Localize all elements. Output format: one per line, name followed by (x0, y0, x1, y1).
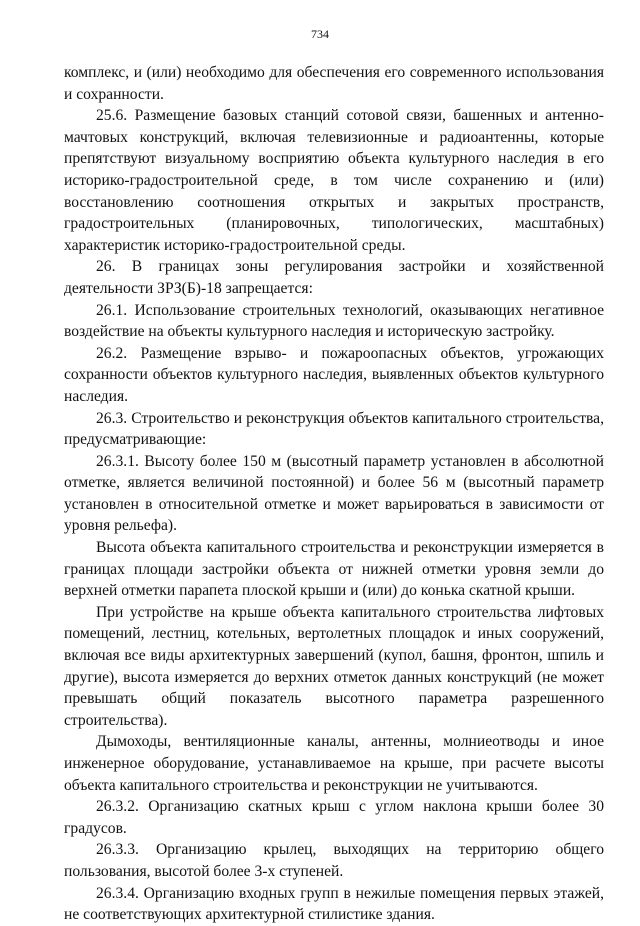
paragraph-26: 26. В границах зоны регулирования застройки и хозяйственной деятельности ЗРЗ(Б)-18 запрещается: (64, 258, 604, 297)
paragraph-26-3-4: 26.3.4. Организацию входных групп в нежилые помещения первых этажей, не соответствующих архитектурной стилистике здания. (64, 884, 604, 924)
paragraph-26-2: 26.2. Размещение взрыво- и пожароопасных объектов, угрожающих сохранности объектов культурного наследия, выявленных объектов культурного наследия. (64, 344, 604, 405)
paragraph-26-3-1: 26.3.1. Высоту более 150 м (высотный параметр установлен в абсолютной отметке, является величиной постоянной) и более 56 м (высотный параметр установлен в относительной отметке и может варьироваться в зависимости от уровня рельефа). (64, 452, 604, 535)
paragraph-26-3-2: 26.3.2. Организацию скатных крыш с углом наклона крыши более 30 градусов. (64, 798, 604, 837)
paragraph-engineering-equipment: Дымоходы, вентиляционные каналы, антенны, молниеотводы и иное инженерное оборудование, устанавливаемое на крыше, при расчете высоты объекта капитального строительства и реконструкции не учитываются. (64, 733, 604, 794)
paragraph-26-3: 26.3. Строительство и реконструкция объектов капитального строительства, предусматривающие: (64, 409, 604, 449)
paragraph-26-3-3: 26.3.3. Организацию крылец, выходящих на территорию общего пользования, высотой более 3-х ступеней. (64, 841, 604, 880)
paragraph-25-6: 25.6. Размещение базовых станций сотовой связи, башенных и антенно-мачтовых конструкций, включая телевизионные и радиоантенны, которые препятствуют визуальному восприятию объекта культурного наследия в его историко-градостроительной среде, в том числе сохранению и (или) восстановлению соотношения открытых и закрытых пространств, градостроительных (планировочных, типологических, масштабных) характеристик историко-градостроительной среды. (64, 107, 604, 254)
paragraph-height-measurement: Высота объекта капитального строительства и реконструкции измеряется в границах площади застройки объекта от нижней отметки уровня земли до верхней отметки парапета плоской крыши и (или) до конька скатной крыши. (64, 539, 604, 600)
document-body (64, 62, 604, 926)
paragraph-26-1: 26.1. Использование строительных технологий, оказывающих негативное воздействие на объекты культурного наследия и историческую застройку. (64, 301, 604, 341)
paragraph-roof-structures: При устройстве на крыше объекта капитального строительства лифтовых помещений, лестниц, котельных, вертолетных площадок и иных сооружений, включая все виды архитектурных завершений (купол, башня, фронтон, шпиль и другие), высота измеряется до верхних отметок данных конструкций (не может превышать общий показатель высотного параметра разрешенного строительства). (64, 603, 604, 729)
page-number: 734 (311, 27, 329, 41)
paragraph-continuation: комплекс, и (или) необходимо для обеспечения его современного использования и сохранности. (64, 64, 604, 103)
